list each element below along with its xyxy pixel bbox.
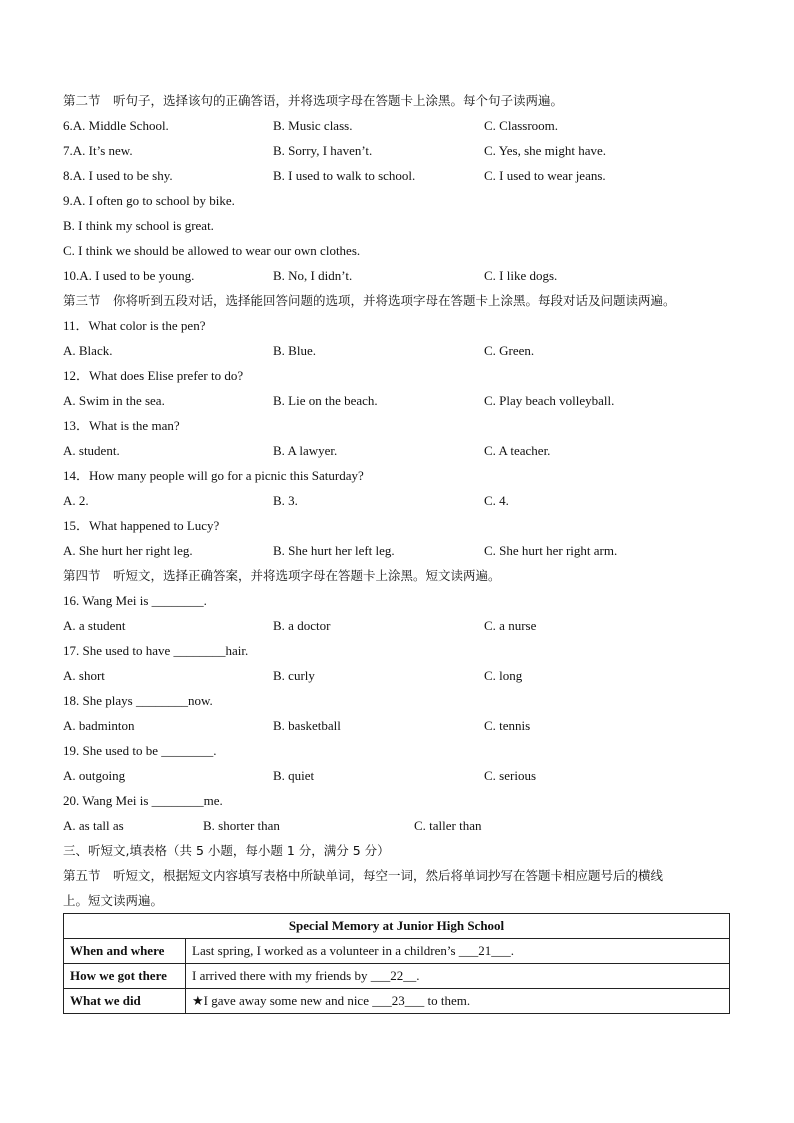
q20-option-a: A. as tall as <box>63 818 124 833</box>
question-7-options <box>63 138 730 163</box>
q20-option-c: C. taller than <box>414 818 482 833</box>
table-title-row <box>64 914 730 939</box>
question-17-options <box>63 663 730 688</box>
row-label: When and where <box>64 939 186 964</box>
q17-option-a: A. short <box>63 668 105 683</box>
question-12-options <box>63 388 730 413</box>
q20-stem: 20. Wang Mei is ________me. <box>63 793 223 808</box>
question-18-options <box>63 713 730 738</box>
q17-option-c: C. long <box>484 668 523 683</box>
q10-option-c: C. I like dogs. <box>484 268 558 283</box>
q19-option-b: B. quiet <box>273 768 315 783</box>
q10-option-a: 10.A. I used to be young. <box>63 268 195 283</box>
q13-option-b: B. A lawyer. <box>273 443 338 458</box>
q15-option-a: A. She hurt her right leg. <box>63 543 193 558</box>
row-text: Last spring, I worked as a volunteer in a children’s ___21___. <box>186 939 730 964</box>
q13-stem: 13．What is the man? <box>63 418 180 433</box>
table-row <box>64 989 730 1014</box>
question-19-options <box>63 763 730 788</box>
question-8-options <box>63 163 730 188</box>
q7-option-b: B. Sorry, I haven’t. <box>273 143 373 158</box>
q7-option-a: 7.A. It’s new. <box>63 143 133 158</box>
section2-heading: 第二节 听句子，选择该句的正确答语，并将选项字母在答题卡上涂黑。每个句子读两遍。 <box>63 93 564 108</box>
question-11-options <box>63 338 730 363</box>
row-text: I arrived there with my friends by ___22__. <box>186 964 730 989</box>
q12-option-a: A. Swim in the sea. <box>63 393 165 408</box>
q15-option-c: C. She hurt her right arm. <box>484 543 618 558</box>
q19-option-a: A. outgoing <box>63 768 126 783</box>
memory-table <box>63 913 730 1014</box>
q14-option-b: B. 3. <box>273 493 298 508</box>
q18-option-a: A. badminton <box>63 718 135 733</box>
q17-option-b: B. curly <box>273 668 315 683</box>
table-row <box>64 964 730 989</box>
q12-stem: 12．What does Elise prefer to do? <box>63 368 244 383</box>
q11-stem: 11．What color is the pen? <box>63 318 206 333</box>
q13-option-c: C. A teacher. <box>484 443 551 458</box>
q8-option-b: B. I used to walk to school. <box>273 168 416 183</box>
section5-heading-line1: 第五节 听短文，根据短文内容填写表格中所缺单词，每空一词，然后将单词抄写在答题卡相应题号后的横线 <box>63 868 664 883</box>
question-6-options <box>63 113 730 138</box>
section5-heading-line2: 上。短文读两遍。 <box>63 893 164 908</box>
table-title: Special Memory at Junior High School <box>64 914 730 939</box>
q16-option-c: C. a nurse <box>484 618 537 633</box>
question-15-options <box>63 538 730 563</box>
q18-option-b: B. basketball <box>273 718 341 733</box>
row-label: What we did <box>64 989 186 1014</box>
q16-option-b: B. a doctor <box>273 618 331 633</box>
q19-option-c: C. serious <box>484 768 536 783</box>
q9-option-c: C. I think we should be allowed to wear our own clothes. <box>63 243 361 258</box>
q9-option-a: 9.A. I often go to school by bike. <box>63 193 235 208</box>
q18-stem: 18. She plays ________now. <box>63 693 213 708</box>
row-text: ★I gave away some new and nice ___23___ to them. <box>186 989 730 1014</box>
q8-option-a: 8.A. I used to be shy. <box>63 168 173 183</box>
q15-option-b: B. She hurt her left leg. <box>273 543 395 558</box>
q12-option-c: C. Play beach volleyball. <box>484 393 615 408</box>
q8-option-c: C. I used to wear jeans. <box>484 168 606 183</box>
q6-option-c: C. Classroom. <box>484 118 559 133</box>
q18-option-c: C. tennis <box>484 718 531 733</box>
q15-stem: 15．What happened to Lucy? <box>63 518 220 533</box>
question-20-options <box>63 813 730 838</box>
row-label: How we got there <box>64 964 186 989</box>
q20-option-b: B. shorter than <box>203 818 280 833</box>
q6-option-a: 6.A. Middle School. <box>63 118 169 133</box>
q9-option-b: B. I think my school is great. <box>63 218 214 233</box>
exam-page <box>63 88 730 1014</box>
q11-option-a: A. Black. <box>63 343 113 358</box>
q17-stem: 17. She used to have ________hair. <box>63 643 249 658</box>
q16-stem: 16. Wang Mei is ________. <box>63 593 207 608</box>
q16-option-a: A. a student <box>63 618 126 633</box>
q19-stem: 19. She used to be ________. <box>63 743 217 758</box>
part3-heading: 三、听短文,填表格（共 5 小题，每小题 1 分，满分 5 分） <box>63 843 390 858</box>
q14-stem: 14．How many people will go for a picnic this Saturday? <box>63 468 364 483</box>
q6-option-b: B. Music class. <box>273 118 353 133</box>
section3-heading: 第三节 你将听到五段对话，选择能回答问题的选项，并将选项字母在答题卡上涂黑。每段对话及问题读两遍。 <box>63 293 676 308</box>
q7-option-c: C. Yes, she might have. <box>484 143 607 158</box>
question-10-options <box>63 263 730 288</box>
q13-option-a: A. student. <box>63 443 120 458</box>
q11-option-b: B. Blue. <box>273 343 316 358</box>
q12-option-b: B. Lie on the beach. <box>273 393 378 408</box>
table-row <box>64 939 730 964</box>
q11-option-c: C. Green. <box>484 343 535 358</box>
section4-heading: 第四节 听短文，选择正确答案，并将选项字母在答题卡上涂黑。短文读两遍。 <box>63 568 501 583</box>
question-14-options <box>63 488 730 513</box>
q10-option-b: B. No, I didn’t. <box>273 268 353 283</box>
question-16-options <box>63 613 730 638</box>
q14-option-c: C. 4. <box>484 493 509 508</box>
q14-option-a: A. 2. <box>63 493 89 508</box>
question-13-options <box>63 438 730 463</box>
